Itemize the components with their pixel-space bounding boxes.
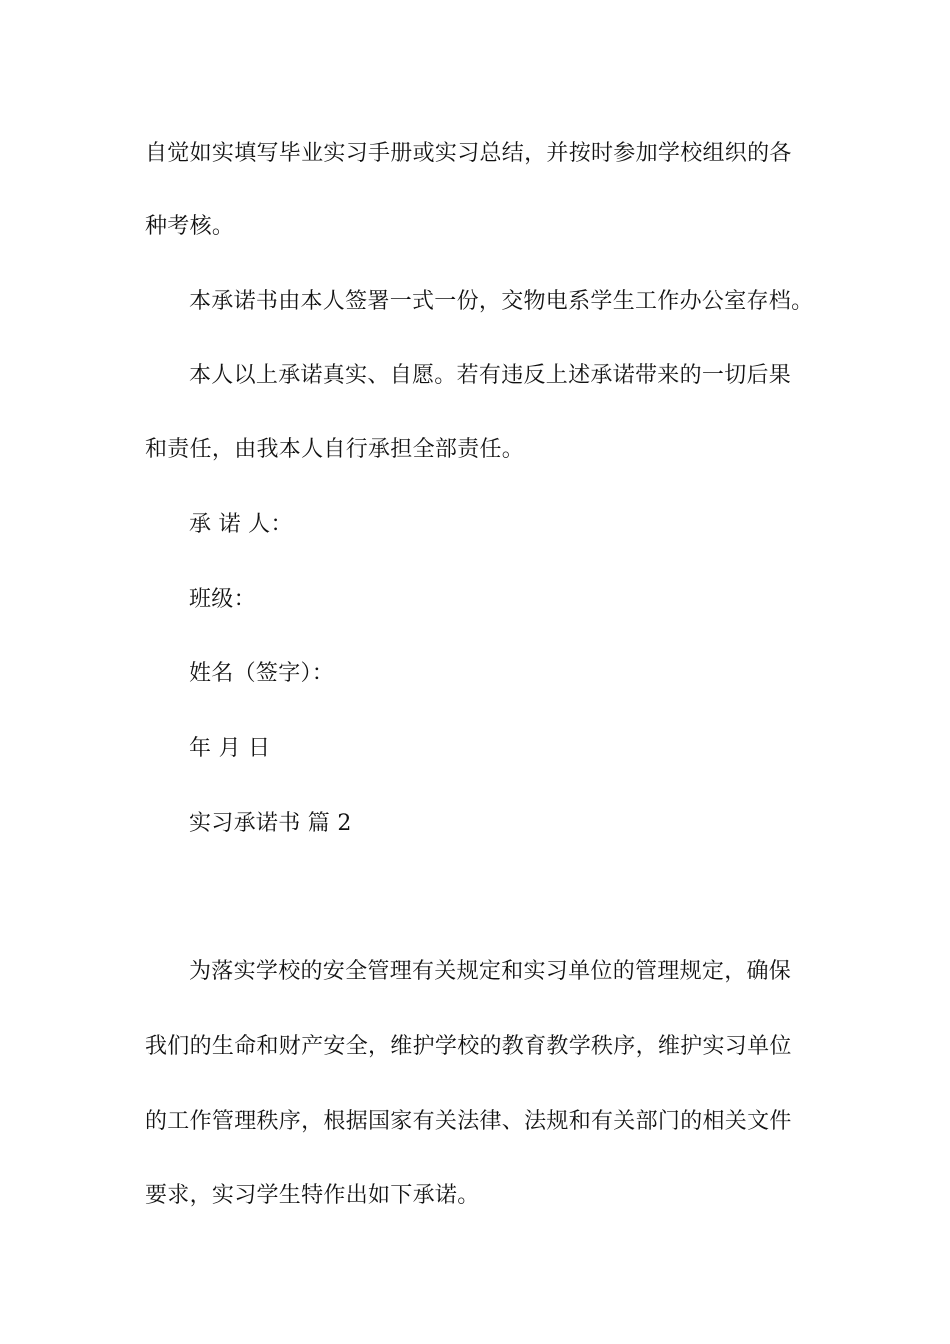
- paragraph-line: 种考核。: [145, 214, 235, 239]
- date-label: 年 月 日: [189, 736, 271, 761]
- signatory-label: 承 诺 人：: [189, 512, 293, 537]
- paragraph-line: 和责任，由我本人自行承担全部责任。: [145, 437, 525, 462]
- name-signature-label: 姓名（签字）：: [189, 661, 335, 686]
- paragraph-line: 的工作管理秩序，根据国家有关法律、法规和有关部门的相关文件: [145, 1109, 792, 1134]
- paragraph-line: 要求，实习学生特作出如下承诺。: [145, 1183, 480, 1208]
- paragraph-line: 为落实学校的安全管理有关规定和实习单位的管理规定，确保: [189, 959, 792, 984]
- paragraph-line: 我们的生命和财产安全，维护学校的教育教学秩序，维护实习单位: [145, 1034, 792, 1059]
- section-heading: 实习承诺书 篇 2: [189, 811, 352, 836]
- paragraph-line: 本人以上承诺真实、自愿。若有违反上述承诺带来的一切后果: [189, 363, 792, 388]
- paragraph-line: 自觉如实填写毕业实习手册或实习总结，并按时参加学校组织的各: [145, 141, 792, 166]
- class-label: 班级：: [189, 587, 256, 612]
- paragraph-line: 本承诺书由本人签署一式一份，交物电系学生工作办公室存档。: [189, 289, 814, 314]
